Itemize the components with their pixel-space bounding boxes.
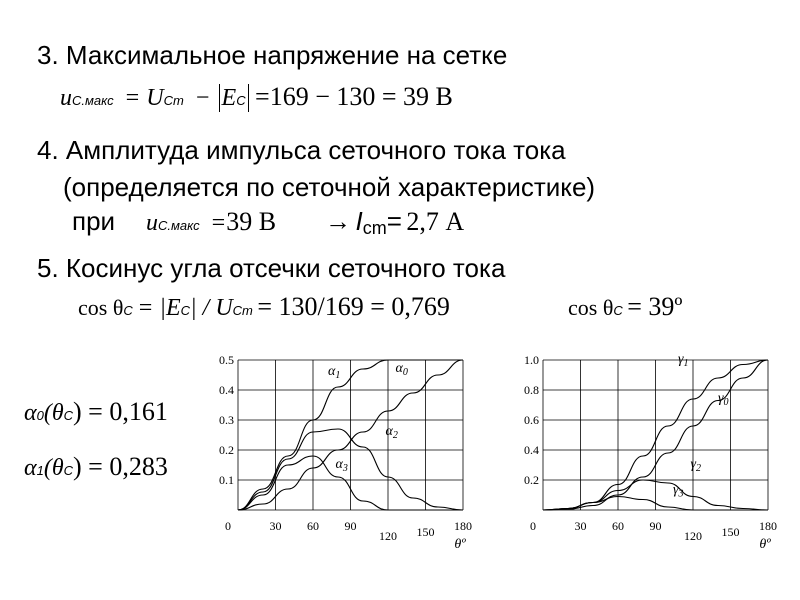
- result-value: 2,7 А: [406, 207, 465, 236]
- x-tick-label: 60: [612, 519, 624, 533]
- series-label-sub: 1: [335, 370, 341, 381]
- eq-result: 39 В: [403, 82, 453, 111]
- series-label: $\alpha_2$: [385, 424, 398, 441]
- cond-sub: С.макс: [157, 218, 200, 233]
- alpha-coefficients-chart: [200, 348, 490, 558]
- x-tick-label: 150: [416, 525, 435, 539]
- series-label: $\gamma_3$: [673, 482, 684, 500]
- eq-sub: Cm: [163, 93, 184, 108]
- gamma-coefficients-chart: [505, 348, 795, 558]
- result-eq: =: [386, 206, 402, 236]
- y-tick-label: 0.5: [219, 353, 234, 367]
- series-label: $\alpha_1$: [328, 364, 341, 381]
- formula-result: 169 = 0,769: [324, 292, 450, 321]
- cond-var-u: u: [145, 210, 158, 236]
- item3-heading: 3. Максимальное напряжение на сетке: [37, 40, 508, 70]
- x-tick-label: 90: [344, 519, 357, 533]
- formula-value: = 130/: [257, 292, 325, 321]
- x-tick-label: 90: [649, 519, 662, 533]
- y-tick-label: 0.3: [219, 413, 234, 427]
- series-label: $\alpha_3$: [335, 457, 348, 474]
- x-tick-label: 120: [379, 529, 397, 543]
- item4-line1: 4. Амплитуда импульса сеточного тока тока: [37, 135, 566, 165]
- angle-sub: C: [613, 303, 623, 318]
- x-tick-label: 180: [759, 519, 777, 533]
- x-tick-label: 0: [225, 519, 231, 533]
- x-tick-label: 180: [454, 519, 472, 533]
- series-label-sub: 0: [402, 367, 408, 378]
- item4-condition: при uС.макс =39 В → Icm= 2,7 А: [72, 206, 465, 238]
- eq-var-E: E: [221, 85, 237, 111]
- y-tick-label: 0.6: [524, 413, 539, 427]
- series-label-sub: 2: [696, 463, 702, 474]
- item4-prefix: при: [72, 206, 116, 236]
- item5-heading: 5. Косинус угла отсечки сеточного тока: [37, 253, 506, 283]
- item3-equation: uС.макс = UCm − EC =169 − 130 = 39 В: [60, 82, 453, 111]
- result-sub: cm: [362, 218, 387, 238]
- arrow-icon: →: [325, 206, 352, 236]
- x-axis-label: θº: [759, 537, 771, 552]
- formula-mid: = |E: [137, 295, 181, 321]
- eq-values: =169 − 130 =: [255, 82, 404, 111]
- series-label-sub: 1: [683, 358, 689, 369]
- formula-sub: C: [180, 303, 191, 318]
- series-label: $\gamma_1$: [678, 352, 689, 369]
- item5-angle: [568, 292, 682, 322]
- angle-value: = 39º: [627, 292, 683, 321]
- eq-sub: C: [236, 93, 246, 108]
- y-tick-label: 1.0: [524, 353, 539, 367]
- x-tick-label: 150: [721, 525, 740, 539]
- y-tick-label: 0.2: [524, 473, 539, 487]
- x-tick-label: 0: [530, 519, 536, 533]
- cos-sub: C: [123, 303, 133, 318]
- eq-var-U: U: [146, 85, 164, 111]
- cos-label: cos θ: [78, 295, 124, 320]
- y-tick-label: 0.1: [219, 473, 234, 487]
- eq-sub: С.макс: [72, 93, 114, 108]
- formula-div: | / U: [190, 295, 233, 321]
- item4-line2: (определяется по сеточной характеристике): [63, 172, 596, 202]
- eq-var-u: u: [60, 85, 72, 111]
- cond-value: 39 В: [226, 207, 277, 236]
- x-axis-label: θº: [454, 537, 466, 552]
- x-tick-label: 30: [269, 519, 282, 533]
- alpha0-value: α0(θC) = 0,161: [24, 397, 168, 426]
- x-tick-label: 120: [684, 529, 702, 543]
- series-label-sub: 0: [723, 397, 729, 408]
- item5-formula: [78, 292, 450, 322]
- y-tick-label: 0.4: [524, 443, 539, 457]
- y-tick-label: 0.8: [524, 383, 539, 397]
- y-tick-label: 0.4: [219, 383, 234, 397]
- result-var-I: I: [355, 206, 363, 236]
- series-label-sub: 3: [678, 488, 684, 500]
- formula-sub: Cm: [232, 303, 253, 318]
- angle-label: cos θ: [568, 295, 614, 320]
- series-label-sub: 2: [392, 430, 398, 441]
- x-tick-label: 60: [307, 519, 319, 533]
- series-label: $\gamma_0$: [718, 391, 729, 408]
- series-label: $\alpha_0$: [395, 361, 408, 378]
- series-label: $\gamma_2$: [690, 457, 702, 474]
- series-label-sub: 3: [342, 463, 348, 474]
- alpha1-value: α1(θC) = 0,283: [24, 452, 168, 481]
- y-tick-label: 0.2: [219, 443, 234, 457]
- x-tick-label: 30: [574, 519, 587, 533]
